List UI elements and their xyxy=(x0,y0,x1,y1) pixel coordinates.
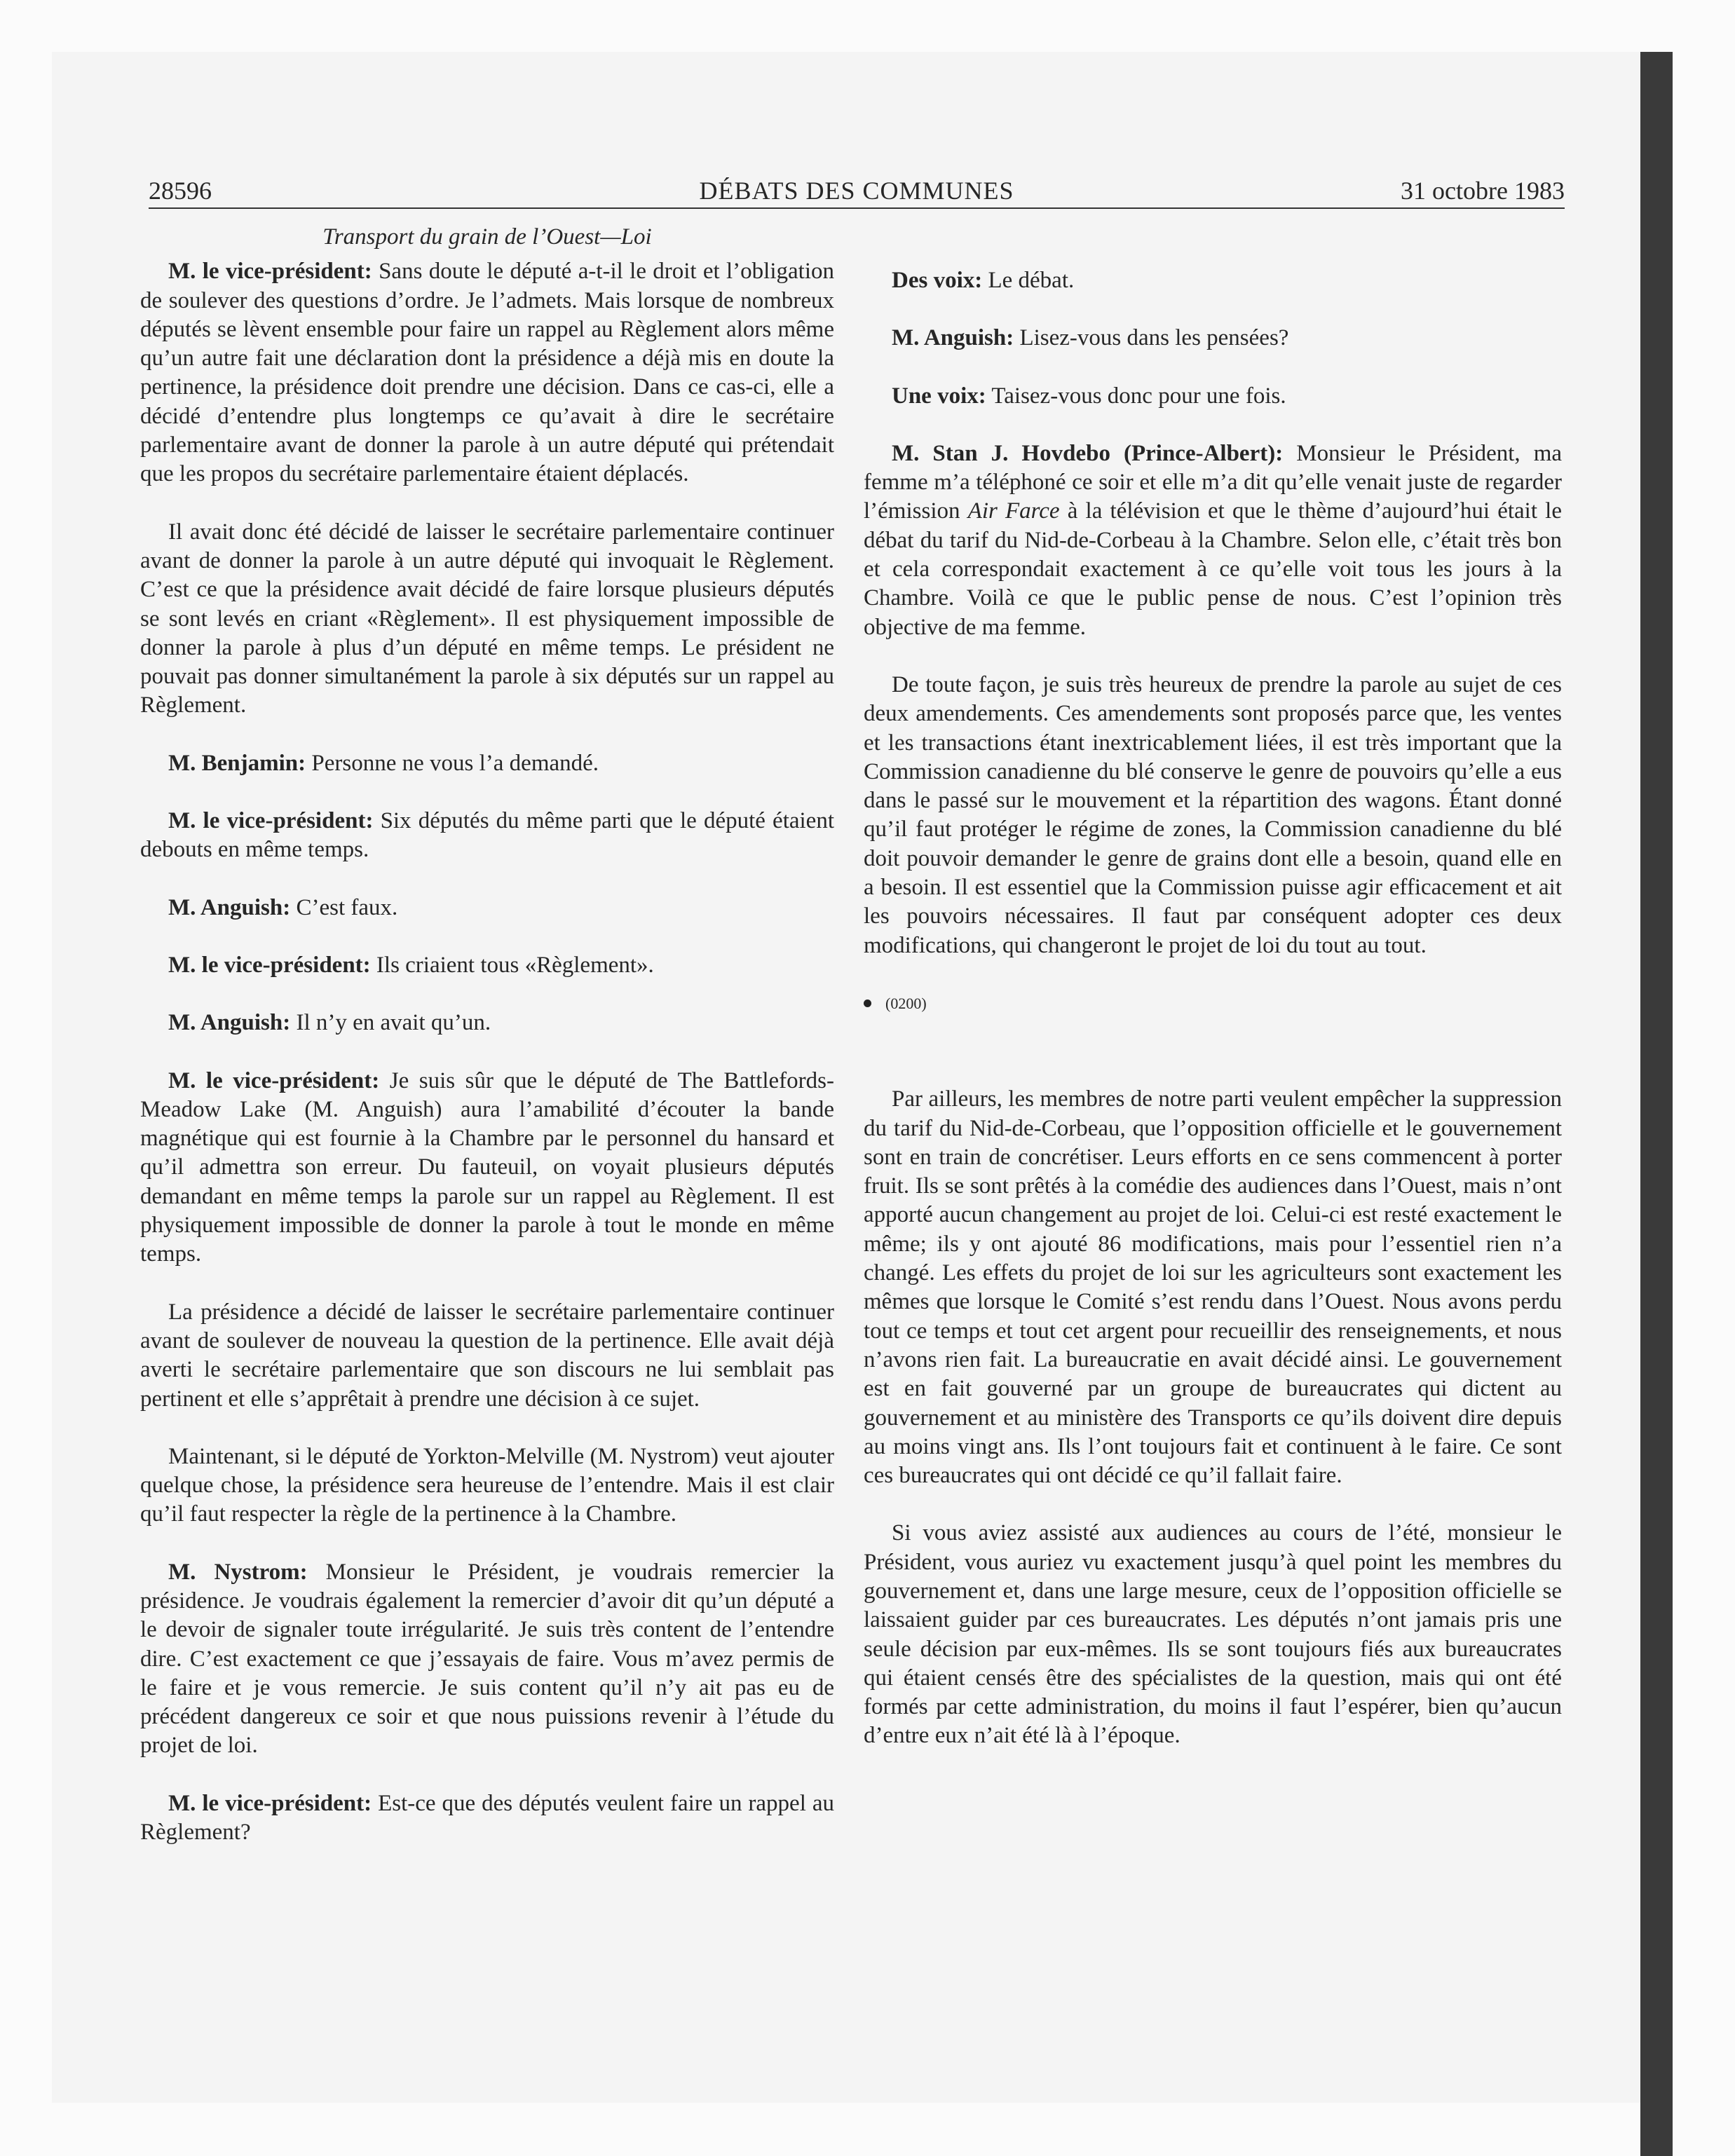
speech-text: Taisez-vous donc pour une fois. xyxy=(986,383,1286,409)
speech-text: C’est faux. xyxy=(290,894,398,920)
speech-paragraph xyxy=(140,749,834,778)
speaker-name: M. Anguish: xyxy=(168,1010,291,1036)
speech-text: Maintenant, si le député de Yorkton-Melville (M. Nystrom) veut ajouter quelque chose, la présidence sera heureuse de l’entendre. Mais il est clair qu’il faut respecter la règle de la pertinence à la Chambre. xyxy=(140,1443,834,1527)
speech-text: Six députés du même parti que le député étaient debouts en même temps. xyxy=(140,808,834,863)
speech-paragraph xyxy=(140,1298,834,1414)
right-column xyxy=(864,266,1562,1780)
bullet-dot xyxy=(864,999,871,1007)
speech-paragraph: Si vous aviez assisté aux audiences au cours de l’été, monsieur le Président, vous auriez vu exactement jusqu’à quel point les membres du gouvernement et, dans une large mesure, ceux de l’opposition officielle se laissaient guider par ces bureaucrates. Les députés n’ont jamais pris une seule décision par eux-mêmes. Ils se sont toujours fiés aux bureaucrates qui étaient censés être des spécialistes de la question, mais qui ont été formés par cette administration, du moins il faut l’espérer, bien qu’aucun d’entre eux n’ait été là à l’époque. xyxy=(864,1520,1562,1749)
speech-text: Monsieur le Président, ma femme m’a téléphoné ce soir et elle m’a dit qu’elle venait juste de regarder l’émission xyxy=(864,440,1563,524)
header-rule xyxy=(149,207,1565,209)
left-paragraphs xyxy=(140,257,834,1847)
speaker-name: M. le vice-président: xyxy=(168,1067,380,1093)
speech-paragraph xyxy=(140,1442,834,1529)
show-title: Air Farce xyxy=(967,498,1060,524)
speech-paragraph xyxy=(140,257,834,489)
speech-text: Monsieur le Président, je voudrais remercier la présidence. Je voudrais également la remercier d’avoir dit qu’un député a le devoir de signaler toute irrégularité. Je suis très content de l’entendre dire. C’est exactement ce que j’essayais de faire. Vous m’avez permis de le faire et je vous remercie. Je suis content qu’il n’y ait pas eu de précédent dangereux ce soir et que nous puissions revenir à l’étude du projet de loi. xyxy=(140,1559,834,1759)
speech-text: La présidence a décidé de laisser le secrétaire parlementaire continuer avant de soulever de nouveau la question de la pertinence. Elle avait déjà averti le secrétaire parlementaire que son discours ne lui semblait pas pertinent et elle s’apprêtait à prendre une décision à ce sujet. xyxy=(140,1299,834,1412)
speaker-name: M. Anguish: xyxy=(892,325,1014,351)
section-subhead: Transport du grain de l’Ouest—Loi xyxy=(322,224,652,250)
speech-text: Je suis sûr que le député de The Battlefords-Meadow Lake (M. Anguish) aura l’amabilité d’écouter la bande magnétique qui est fournie à la Chambre par le personnel du hansard et qu’il admettra son erreur. Du fauteuil, on voyait plusieurs députés demandant en même temps la parole sur un rappel au Règlement. Il est physiquement impossible de donner la parole à tout le monde en même temps. xyxy=(140,1067,834,1267)
speech-text: Il n’y en avait qu’un. xyxy=(290,1010,491,1036)
speech-paragraph xyxy=(864,266,1562,295)
time-marker-label: (0200) xyxy=(885,994,927,1012)
speech-paragraph xyxy=(140,1558,834,1761)
page-date: 31 octobre 1983 xyxy=(1401,177,1565,205)
speech-paragraph: De toute façon, je suis très heureux de prendre la parole au sujet de ces deux amendements. Ces amendements sont proposés parce que, les ventes et les transactions étant inextricablement liées, il est très important que la Commission canadienne du blé conserve le genre de pouvoirs qu’elle a eus dans le passé sur le mouvement et la répartition des wagons. Étant donné qu’il faut protéger le régime de zones, la Commission canadienne du blé doit pouvoir demander le genre de grains dont elle a besoin, quand elle en a besoin. Il est essentiel que la Commission puisse agir efficacement et ait les pouvoirs nécessaires. Il faut par conséquent adopter ces deux modifications, qui changeront le projet de loi du tout au tout. xyxy=(864,671,1562,958)
publication-title: DÉBATS DES COMMUNES xyxy=(699,177,1014,205)
speech-text: à la télévision et que le thème d’aujourd’hui était le débat du tarif du Nid-de-Corbeau à la Chambre. Selon elle, c’était très bon et cela correspondait exactement à ce qu’elle voit tous les jours à la Chambre. Voilà ce que le public pense de nous. C’est l’opinion très objective de ma femme. xyxy=(864,498,1562,640)
speaker-name: M. Anguish: xyxy=(168,894,291,920)
speaker-name: M. le vice-président: xyxy=(168,259,372,285)
speech-text: Le débat. xyxy=(982,268,1075,293)
page-number: 28596 xyxy=(149,177,212,205)
speech-text: Personne ne vous l’a demandé. xyxy=(306,750,599,776)
speech-paragraph xyxy=(140,1789,834,1848)
speaker-name: M. le vice-président: xyxy=(168,1790,372,1816)
speaker-name: Une voix: xyxy=(892,383,986,409)
scan-edge-bar xyxy=(1640,52,1673,2156)
speaker-name: M. Nystrom: xyxy=(168,1559,308,1585)
speech-paragraph: Par ailleurs, les membres de notre parti veulent empêcher la suppression du tarif du Nid-de-Corbeau, que l’opposition officielle et le gouvernement sont en train de concrétiser. Leurs efforts en ce sens commencent à porter fruit. Ils se sont prêtés à la comédie des audiences dans l’Ouest, mais n’ont apporté aucun changement au projet de loi. Celui-ci est resté exactement le même; ils y ont ajouté 86 modifications, mais pour l’essentiel rien n’a changé. Les effets du projet de loi sur les agriculteurs sont exactement les mêmes que lorsque le Comité s’est rendu dans l’Ouest. Nous avons perdu tout ce temps et tout cet argent pour recueillir des renseignements, et nous n’avons rien fait. La bureaucratie en avait décidé ainsi. Le gouvernement est en fait gouverné par un groupe de bureaucrates qui dictent au gouvernement et au ministère des Transports ce qu’ils doivent dire depuis au moins vingt ans. Ils l’ont toujours fait et continuent à le faire. Ce sont ces bureaucrates qui ont décidé ce qu’il fallait faire. xyxy=(864,1086,1562,1489)
speech-text: Lisez-vous dans les pensées? xyxy=(1014,325,1289,351)
speaker-name: M. le vice-président: xyxy=(168,952,371,978)
time-marker xyxy=(864,989,1562,1018)
speech-paragraph xyxy=(864,382,1562,411)
page-header xyxy=(149,174,1565,210)
speech-paragraph xyxy=(140,894,834,922)
speaker-name: M. Benjamin: xyxy=(168,750,306,776)
speech-paragraph xyxy=(864,439,1562,642)
speech-paragraph xyxy=(140,951,834,980)
speech-paragraph xyxy=(140,807,834,865)
speech-paragraph xyxy=(140,1067,834,1269)
speaker-name: M. le vice-président: xyxy=(168,808,374,834)
speech-text: Ils criaient tous «Règlement». xyxy=(370,952,654,978)
speech-text: Sans doute le député a-t-il le droit et l’obligation de soulever des questions d’ordre. Je l’admets. Mais lorsque de nombreux députés se lèvent ensemble pour faire un rappel au Règlement alors même qu’un autre fait une déclaration dont la présidence a déjà mis en doute la pertinence, la présidence doit prendre une décision. Dans ce cas-ci, elle a décidé d’entendre plus longtemps ce qu’avait à dire le secrétaire parlementaire avant de donner la parole à un autre député qui prétendait que les propos du secrétaire parlementaire étaient déplacés. xyxy=(140,259,834,487)
speech-text: Est-ce que des députés veulent faire un rappel au Règlement? xyxy=(140,1790,834,1845)
speaker-name: M. Stan J. Hovdebo (Prince-Albert): xyxy=(892,440,1284,466)
right-top-paragraphs xyxy=(864,266,1562,411)
left-column xyxy=(140,223,834,1876)
speech-paragraph xyxy=(140,1009,834,1037)
right-bottom-paragraphs xyxy=(864,1085,1562,1751)
speaker-name: Des voix: xyxy=(892,268,983,293)
speech-paragraph xyxy=(140,518,834,721)
speech-text: Il avait donc été décidé de laisser le secrétaire parlementaire continuer avant de donner la parole à un autre député qui invoquait le Règlement. C’est ce que la présidence avait décidé de faire lorsque plusieurs députés se sont levés en criant «Règlement». Il est physiquement impossible de donner la parole à plus d’un député en même temps. Le président ne pouvait pas donner simultanément la parole à six députés sur un rappel au Règlement. xyxy=(140,519,834,718)
speech-paragraph xyxy=(864,324,1562,353)
